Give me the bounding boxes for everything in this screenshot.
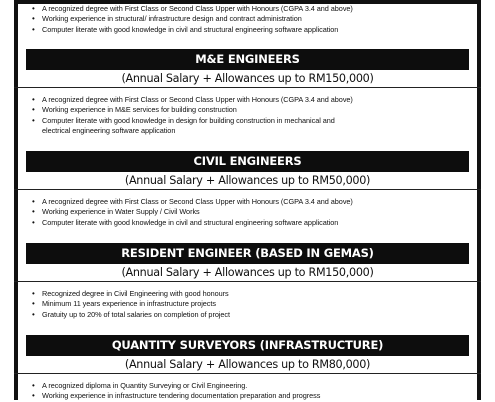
salary-text: (Annual Salary + Allowances up to RM80,000) [124,358,371,371]
requirements-list [24,95,471,137]
list-item: • A recognized diploma in Quantity Surveying or Civil Engineering. [42,381,471,391]
section-title: CIVIL ENGINEERS [26,151,469,172]
salary-text: (Annual Salary + Allowances up to RM150,000) [121,72,374,85]
left-border [14,0,18,400]
salary-text: (Annual Salary + Allowances up to RM50,000) [124,174,371,187]
section-structural [24,4,471,35]
divider [14,281,481,282]
list-item: • Computer literate with good knowledge in civil and structural engineering software application [42,25,471,35]
list-item: • Computer literate with good knowledge in civil and structural engineering software application [42,218,471,228]
section-quantity-surveyors [24,335,471,402]
list-item: • Minimum 11 years experience in infrastructure projects [42,299,471,309]
requirements-list [24,197,471,228]
list-item: • Working experience in Water Supply / Civil Works [42,207,471,217]
requirements-list [24,4,471,35]
section-title: QUANTITY SURVEYORS (INFRASTRUCTURE) [26,335,469,356]
salary-text: (Annual Salary + Allowances up to RM150,000) [121,266,374,279]
list-item: • Working experience in M&E services for building construction [42,105,471,115]
divider [14,373,481,374]
right-border [477,0,481,400]
list-item: • A recognized degree with First Class or Second Class Upper with Honours (CGPA 3.4 and above) [42,95,471,105]
list-item: • Computer literate with good knowledge in design for building construction in mechanical and [42,116,471,126]
list-item: • Recognized degree in Civil Engineering with good honours [42,289,471,299]
requirements-list [24,289,471,320]
list-item: • Working experience in structural/ infrastructure design and contract administration [42,14,471,24]
section-title: M&E ENGINEERS [26,49,469,70]
divider [14,87,481,88]
section-civil-engineers [24,151,471,228]
list-item: • Gratuity up to 20% of total salaries on completion of project [42,310,471,320]
requirements-list [24,381,471,402]
divider [14,189,481,190]
list-item: • Working experience in infrastructure tendering documentation preparation and progress [42,391,471,401]
section-resident-engineer [24,243,471,320]
section-title: RESIDENT ENGINEER (BASED IN GEMAS) [26,243,469,264]
list-item: • A recognized degree with First Class or Second Class Upper with Honours (CGPA 3.4 and above) [42,4,471,14]
section-me-engineers [24,49,471,137]
list-item: • A recognized degree with First Class or Second Class Upper with Honours (CGPA 3.4 and above) [42,197,471,207]
list-item-continuation: electrical engineering software application [42,126,176,136]
